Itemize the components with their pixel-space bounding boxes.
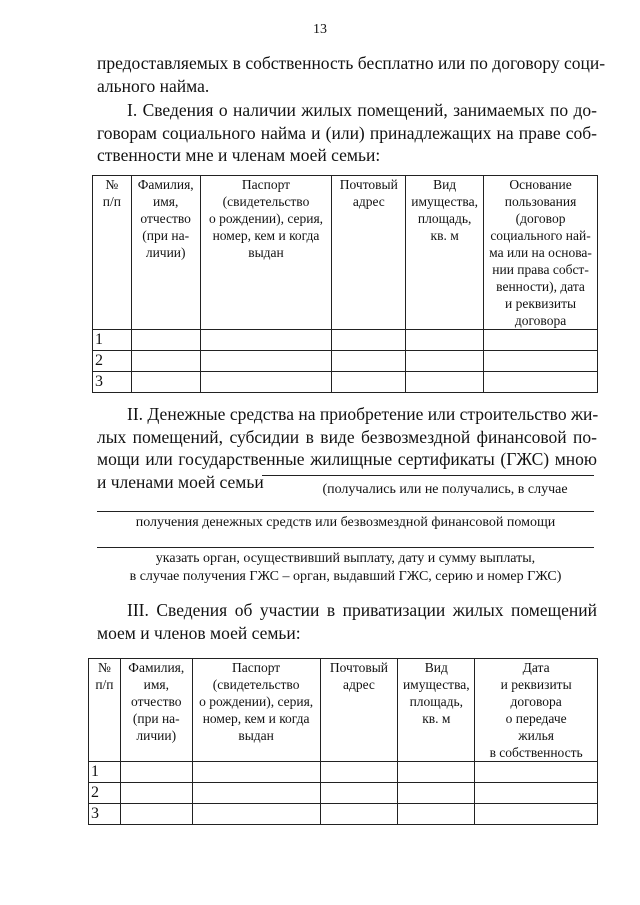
header-text: выдан	[248, 245, 284, 260]
section2-heading-line: II. Денежные средства на приобретение или строительство жи-	[127, 404, 599, 424]
section1-table	[92, 175, 598, 393]
table-row	[89, 804, 598, 825]
section2-heading	[97, 403, 597, 493]
header-text: номер, кем и когда	[212, 228, 320, 243]
table-cell[interactable]	[120, 762, 192, 783]
section2-heading-line: мощи или государственные жилищные сертификаты (ГЖС) мною	[97, 449, 597, 469]
section1-heading-line: говорам социального найма и (или) принадлежащих на праве соб-	[97, 122, 597, 143]
table-cell[interactable]	[192, 783, 320, 804]
table-cell[interactable]	[192, 804, 320, 825]
header-text: (свидетельство	[212, 677, 300, 692]
note-line: получения денежных средств или безвозмездной финансовой помощи	[135, 515, 556, 530]
header-text: венности), дата	[496, 279, 585, 294]
header-text: о передаче	[505, 711, 567, 726]
header-text: п/п	[102, 194, 121, 209]
table-row	[89, 783, 598, 804]
section1-header-row	[93, 176, 598, 330]
header-text: номер, кем и когда	[202, 711, 310, 726]
header-text: личии)	[136, 728, 177, 743]
header-text: адрес	[342, 677, 375, 692]
table-row	[93, 330, 598, 351]
fill-line[interactable]	[97, 511, 594, 512]
section2-heading-line: лых помещений, субсидии в виде безвозмездной финансовой по-	[97, 426, 597, 447]
table-row	[93, 372, 598, 393]
header-text: Вид	[424, 660, 448, 675]
header-text: кв. м	[422, 711, 451, 726]
section3-header-row	[89, 659, 598, 762]
table-cell[interactable]	[131, 351, 200, 372]
section3-header-cell	[120, 659, 192, 762]
table-cell[interactable]	[192, 762, 320, 783]
header-text: о рождении), серия,	[199, 694, 314, 709]
header-text: площадь,	[417, 211, 472, 226]
header-text: Паспорт	[241, 177, 291, 192]
header-text: Почтовый	[339, 177, 398, 192]
header-text: и реквизиты	[505, 296, 577, 311]
table-row	[93, 351, 598, 372]
header-text: (договор	[515, 211, 566, 226]
table-cell[interactable]	[484, 372, 598, 393]
row-number: 2	[89, 783, 121, 804]
header-text: (при на-	[132, 711, 180, 726]
section1-header-cell	[131, 176, 200, 330]
header-text: п/п	[95, 677, 114, 692]
header-text: Основание	[509, 177, 572, 192]
table-cell[interactable]	[398, 783, 475, 804]
note-line: в случае получения ГЖС – орган, выдавший ГЖС, серию и номер ГЖС)	[129, 569, 562, 584]
section3-header-cell	[320, 659, 398, 762]
header-text: адрес	[352, 194, 385, 209]
table-cell[interactable]	[406, 372, 484, 393]
table-cell[interactable]	[320, 804, 398, 825]
header-text: пользования	[504, 194, 577, 209]
header-text: социального най-	[490, 228, 591, 243]
section3-table	[88, 658, 598, 825]
fill-line[interactable]	[262, 475, 594, 476]
section1-header-cell	[406, 176, 484, 330]
section3-header-cell	[89, 659, 121, 762]
header-text: кв. м	[430, 228, 459, 243]
table-cell[interactable]	[398, 762, 475, 783]
row-number: 1	[93, 330, 132, 351]
section3-header-cell	[475, 659, 598, 762]
header-text: Вид	[433, 177, 457, 192]
header-text: отчество	[140, 211, 191, 226]
row-number: 3	[93, 372, 132, 393]
section1-header-cell	[200, 176, 332, 330]
table-cell[interactable]	[398, 804, 475, 825]
section3-heading-line: моем и членов моей семьи:	[97, 622, 301, 643]
header-text: №	[105, 177, 119, 192]
section3-heading-line: III. Сведения об участии в приватизации жилых помещений	[127, 600, 597, 620]
row-number: 3	[89, 804, 121, 825]
header-text: (свидетельство	[222, 194, 310, 209]
header-text: выдан	[238, 728, 274, 743]
row-number: 1	[89, 762, 121, 783]
table-cell[interactable]	[484, 330, 598, 351]
section1-heading-line: ственности мне и членам моей семьи:	[97, 145, 381, 165]
header-text: площадь,	[409, 694, 464, 709]
fill-line[interactable]	[97, 547, 594, 548]
header-text: имущества,	[411, 194, 478, 209]
intro-paragraph	[97, 52, 606, 97]
table-cell[interactable]	[131, 330, 200, 351]
intro-line: предоставляемых в собственность бесплатно или по договору соци-	[97, 53, 606, 73]
table-cell[interactable]	[332, 330, 406, 351]
table-cell[interactable]	[475, 783, 598, 804]
section1-heading-line: I. Сведения о наличии жилых помещений, занимаемых по до-	[127, 100, 597, 120]
section1-header-cell	[332, 176, 406, 330]
header-text: Фамилия,	[137, 177, 194, 192]
section2-heading-line: и членами моей семьи	[97, 471, 264, 492]
header-text: Фамилия,	[128, 660, 185, 675]
page-number: 13	[313, 22, 327, 37]
table-row	[89, 762, 598, 783]
table-cell[interactable]	[200, 330, 332, 351]
header-text: ма или на основа-	[489, 245, 592, 260]
table-cell[interactable]	[320, 762, 398, 783]
header-text: №	[97, 660, 111, 675]
table-cell[interactable]	[320, 783, 398, 804]
table-cell[interactable]	[200, 372, 332, 393]
row-number: 2	[93, 351, 132, 372]
header-text: имущества,	[402, 677, 470, 692]
table-cell[interactable]	[475, 762, 598, 783]
table-cell[interactable]	[406, 351, 484, 372]
table-cell[interactable]	[332, 372, 406, 393]
header-text: (при на-	[142, 228, 190, 243]
header-text: в собственность	[489, 745, 583, 760]
note-line: (получались или не получались, в случае	[322, 482, 568, 497]
header-text: и реквизиты	[500, 677, 572, 692]
header-text: Дата	[522, 660, 550, 675]
header-text: имя,	[143, 677, 169, 692]
header-text: Паспорт	[232, 660, 281, 675]
section3-header-cell	[398, 659, 475, 762]
table-cell[interactable]	[120, 783, 192, 804]
section1-heading	[97, 99, 597, 167]
section3-heading	[97, 599, 597, 644]
table-cell[interactable]	[131, 372, 200, 393]
table-cell[interactable]	[406, 330, 484, 351]
header-text: о рождении), серия,	[208, 211, 324, 226]
header-text: личии)	[145, 245, 186, 260]
section1-header-cell	[93, 176, 132, 330]
table-cell[interactable]	[120, 804, 192, 825]
table-cell[interactable]	[484, 351, 598, 372]
header-text: отчество	[131, 694, 182, 709]
header-text: договора	[514, 313, 567, 328]
section3-header-cell	[192, 659, 320, 762]
header-text: Почтовый	[329, 660, 388, 675]
table-cell[interactable]	[475, 804, 598, 825]
header-text: договора	[510, 694, 562, 709]
header-text: нии права собст-	[492, 262, 589, 277]
table-cell[interactable]	[200, 351, 332, 372]
header-text: жилья	[518, 728, 554, 743]
note-line: указать орган, осуществивший выплату, дату и сумму выплаты,	[155, 551, 536, 566]
table-cell[interactable]	[332, 351, 406, 372]
intro-line: ального найма.	[97, 75, 210, 96]
header-text: имя,	[153, 194, 179, 209]
section1-header-cell	[484, 176, 598, 330]
